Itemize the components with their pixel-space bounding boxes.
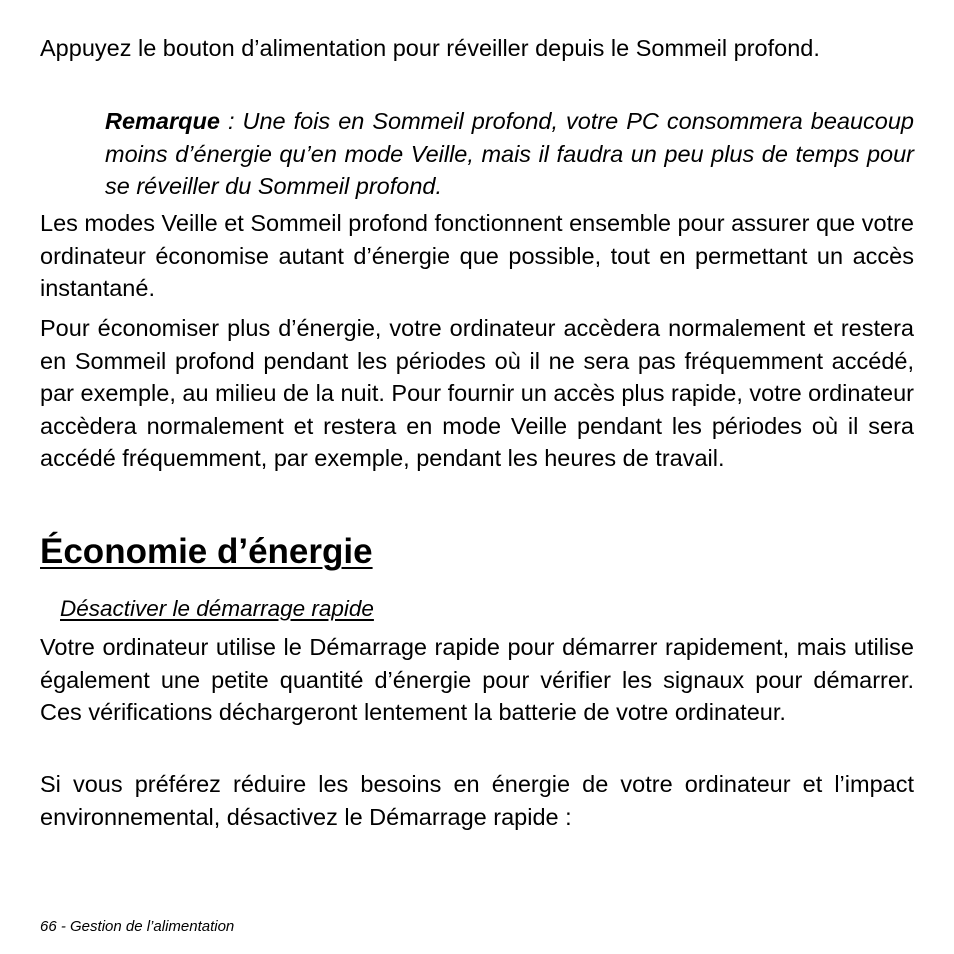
disable-fast-startup-paragraph: Si vous préférez réduire les besoins en énergie de votre ordinateur et l’impact environnemental, désactivez le Démarrage rapide : — [40, 771, 914, 830]
intro-paragraph: Appuyez le bouton d’alimentation pour réveiller depuis le Sommeil profond. — [40, 35, 820, 61]
section-heading: Économie d’énergie — [40, 532, 373, 571]
page-footer: 66 - Gestion de l’alimentation — [40, 918, 235, 935]
subsection-heading: Désactiver le démarrage rapide — [60, 596, 374, 621]
fast-startup-paragraph: Votre ordinateur utilise le Démarrage rapide pour démarrer rapidement, mais utilise également une petite quantité d’énergie pour vérifier les signaux pour démarrer. Ces vérifications déchargeront lentement la batterie de votre ordinateur. — [40, 634, 914, 725]
energy-saving-paragraph: Pour économiser plus d’énergie, votre ordinateur accèdera normalement et restera en Sommeil profond pendant les périodes où il ne sera pas fréquemment accédé, par exemple, au milieu de la nuit. Pour fournir un accès plus rapide, votre ordinateur accèdera normalement et restera en mode Veille pendant les périodes où il sera accédé fréquemment, par exemple, pendant les heures de travail. — [40, 315, 914, 471]
note-text: : Une fois en Sommeil profond, votre PC consommera beaucoup moins d’énergie qu’en mode Veille, mais il faudra un peu plus de temps pour se réveiller du Sommeil profond. — [105, 108, 914, 199]
note-label: Remarque — [105, 108, 220, 134]
modes-paragraph: Les modes Veille et Sommeil profond fonctionnent ensemble pour assurer que votre ordinateur économise autant d’énergie que possible, tout en permettant un accès instantané. — [40, 210, 914, 301]
note-paragraph — [105, 105, 914, 203]
